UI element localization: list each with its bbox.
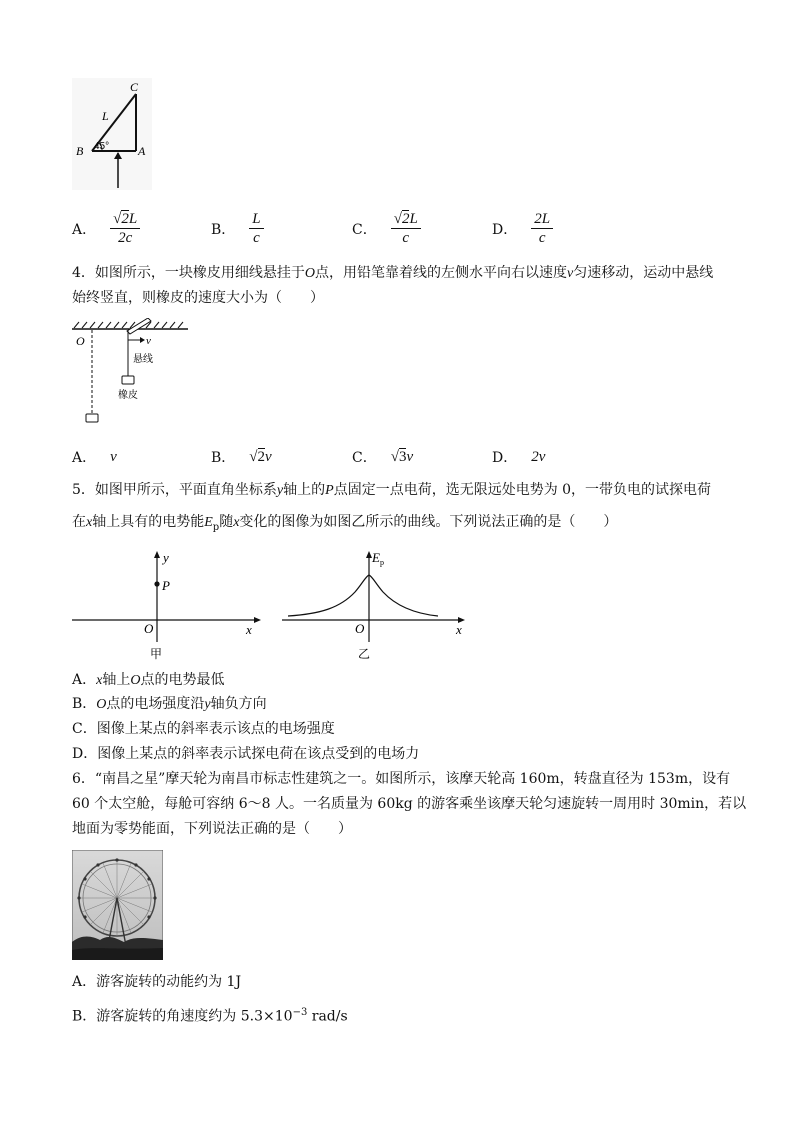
label-eraser: 橡皮 <box>118 390 138 401</box>
option-label: D． <box>492 221 518 238</box>
label-v: v <box>146 335 151 347</box>
ep-curve <box>288 575 438 616</box>
label-Ep: $E_p$ <box>372 550 384 567</box>
label-C: C <box>130 80 139 94</box>
option-label: B． <box>211 221 236 238</box>
ferris-wheel-photo <box>72 850 163 960</box>
q3-option-a <box>72 210 140 247</box>
label-P: P <box>162 578 170 593</box>
figure-jia <box>70 548 270 660</box>
q3-option-c <box>352 210 421 247</box>
eraser-block <box>122 376 134 384</box>
q5-stem-line1: 5．如图甲所示，平面直角坐标系y轴上的P点固定一点电荷，选无限远处电势为 0，一带负电的试探电荷 <box>72 482 712 498</box>
q4-stem-line1: 4．如图所示，一块橡皮用细线悬挂于O点，用铅笔靠着线的左侧水平向右以速度v匀速移动，运动中悬线 <box>72 265 714 281</box>
q4-option-b: B． √2v <box>211 448 272 466</box>
label-O: O <box>144 621 154 636</box>
q5-option-a: A．x轴上O点的电势最低 <box>72 672 225 688</box>
label-B: B <box>76 144 84 158</box>
label-thread: 悬线 <box>133 354 153 365</box>
option-label: C． <box>352 221 377 238</box>
charge-point <box>154 581 159 586</box>
q4-stem-line2: 始终竖直，则橡皮的速度大小为（ ） <box>72 290 324 306</box>
q3-option-b <box>211 210 264 247</box>
label-L: L <box>102 109 109 123</box>
label-O: O <box>76 334 85 348</box>
option-label: A． <box>72 221 97 238</box>
label-y: y <box>163 550 169 565</box>
triangle-figure <box>72 78 152 190</box>
q6-stem-line3: 地面为零势能面，下列说法正确的是（ ） <box>72 821 352 837</box>
q4-option-d: D． 2v <box>492 448 546 466</box>
caption-jia: 甲 <box>150 647 163 660</box>
fraction: $\frac{√2L}{c}$ <box>391 210 421 247</box>
q6-option-a: A．游客旋转的动能约为 1J <box>72 974 242 990</box>
eraser-figure <box>70 318 190 430</box>
label-O: O <box>355 621 365 636</box>
fraction: $\frac{L}{c}$ <box>249 210 263 247</box>
q5-option-c: C．图像上某点的斜率表示该点的电场强度 <box>72 721 335 737</box>
label-angle: 45° <box>94 141 110 152</box>
q3-option-d <box>492 210 553 247</box>
q5-option-b: B．O点的电场强度沿y轴负方向 <box>72 696 267 712</box>
label-x: x <box>246 622 252 637</box>
label-A: A <box>138 144 146 158</box>
q6-option-b: B．游客旋转的角速度约为 $5.3\times 10^{-3}$ rad/s <box>72 1007 348 1025</box>
caption-yi: 乙 <box>358 647 371 660</box>
label-x: x <box>456 622 462 637</box>
q5-option-d: D．图像上某点的斜率表示试探电荷在该点受到的电场力 <box>72 746 420 762</box>
fraction: $\frac{2L}{c}$ <box>531 210 553 247</box>
figure-yi <box>280 548 472 660</box>
fraction: $\frac{√2L}{2c}$ <box>110 210 140 247</box>
q6-stem-line1: 6．“南昌之星”摩天轮为南昌市标志性建筑之一。如图所示，该摩天轮高 160m，转盘直径为 153m，设有 <box>72 771 731 787</box>
q4-option-a: A． v <box>72 448 117 466</box>
q5-stem-line2: 在x轴上具有的电势能$E_p$随x变化的图像为如图乙所示的曲线。下列说法正确的是（ ） <box>72 514 618 533</box>
q4-option-c: C． √3v <box>352 448 414 466</box>
q6-stem-line2: 60 个太空舱，每舱可容纳 6～8 人。一名质量为 60kg 的游客乘坐该摩天轮匀速旋转一周用时 30min，若以 <box>72 796 747 812</box>
